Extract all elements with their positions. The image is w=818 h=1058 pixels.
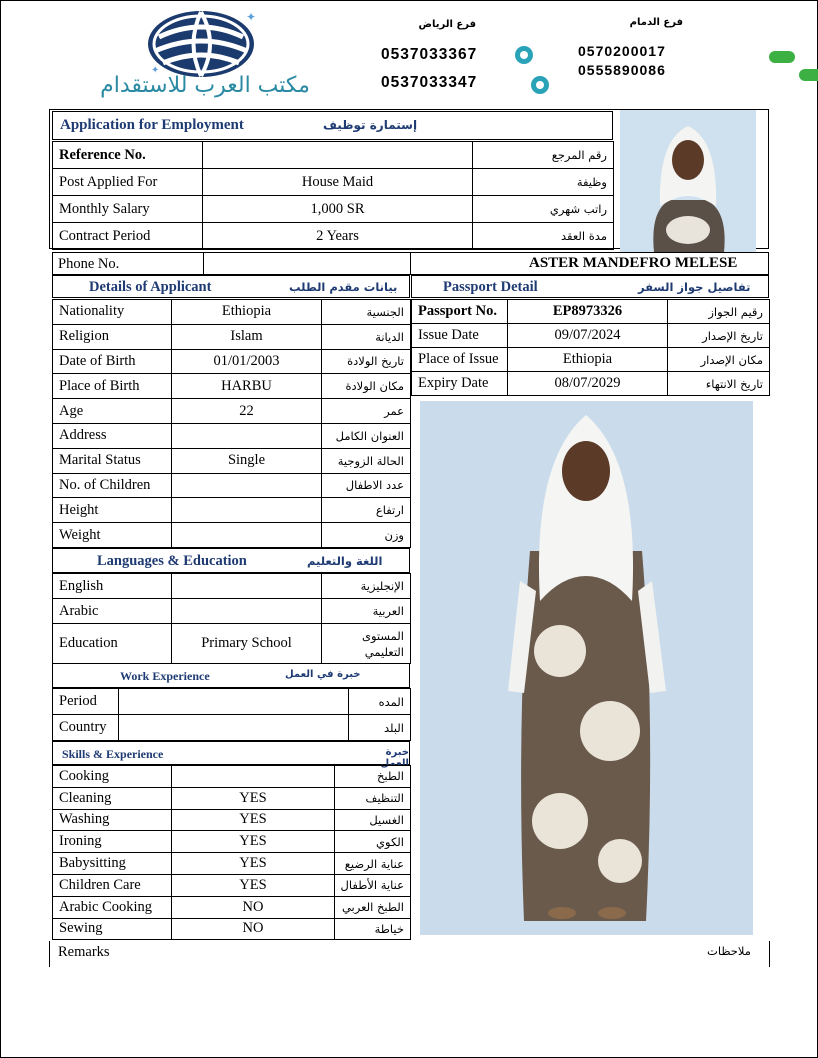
work-value — [119, 689, 349, 715]
applicant-row — [53, 374, 411, 399]
language-row — [53, 574, 411, 599]
applicant-label: Height — [53, 498, 172, 523]
passport-value: Ethiopia — [508, 348, 668, 372]
form-value: 1,000 SR — [203, 196, 473, 223]
form-label: Reference No. — [53, 142, 203, 169]
passport-label-ar: تاريخ الانتهاء — [668, 372, 770, 396]
skill-value: NO — [172, 896, 335, 918]
skill-label-ar: الطبخ — [335, 766, 411, 788]
passport-table — [411, 299, 770, 396]
applicant-label-ar: ارتفاع — [322, 498, 411, 523]
form-row — [53, 223, 614, 250]
applicant-value: HARBU — [172, 374, 322, 399]
applicant-value — [172, 523, 322, 548]
form-row — [53, 196, 614, 223]
skill-row — [53, 766, 411, 788]
whatsapp-icon — [515, 46, 533, 64]
skill-label: Sewing — [53, 918, 172, 940]
details-title-en: Details of Applicant — [89, 279, 212, 295]
work-title-ar: خبرة في العمل — [285, 669, 361, 680]
skill-label: Cooking — [53, 766, 172, 788]
passport-label: Passport No. — [412, 300, 508, 324]
skill-value: YES — [172, 831, 335, 853]
applicant-portrait — [620, 110, 756, 252]
skill-value: YES — [172, 853, 335, 875]
skill-label-ar: عناية الرضيع — [335, 853, 411, 875]
application-title-en: Application for Employment — [60, 117, 244, 133]
applicant-value — [172, 423, 322, 448]
form-label-ar: مدة العقد — [473, 223, 614, 250]
skills-title-ar: خبرة العمل — [380, 747, 409, 769]
applicant-label-ar: الجنسية — [322, 300, 411, 325]
form-value: 2 Years — [203, 223, 473, 250]
portrait-figure — [620, 110, 756, 252]
passport-row — [412, 348, 770, 372]
skill-row — [53, 853, 411, 875]
skills-title-en: Skills & Experience — [62, 747, 164, 761]
dammam-branch-label: فرع الدمام — [629, 17, 683, 28]
education-row — [53, 624, 411, 664]
applicant-row — [53, 473, 411, 498]
passport-label-ar: تاريخ الإصدار — [668, 324, 770, 348]
form-label-ar: راتب شهري — [473, 196, 614, 223]
riyadh-phone-2: 0537033347 — [381, 74, 478, 91]
applicant-label-ar: الديانة — [322, 324, 411, 349]
work-table — [52, 688, 411, 741]
passport-value: 09/07/2024 — [508, 324, 668, 348]
passport-label: Issue Date — [412, 324, 508, 348]
globe-icon — [141, 7, 261, 81]
education-label-ar-2: التعليمي — [364, 644, 404, 659]
skill-label-ar: الطبخ العربي — [335, 896, 411, 918]
details-heading — [52, 275, 410, 298]
applicant-label-ar: عدد الاطفال — [322, 473, 411, 498]
skill-label-ar: خياطة — [335, 918, 411, 940]
applicant-value: Islam — [172, 324, 322, 349]
passport-label: Place of Issue — [412, 348, 508, 372]
applicant-label-ar: تاريخ الولادة — [322, 349, 411, 374]
skill-label: Cleaning — [53, 787, 172, 809]
passport-title-ar: تفاصيل جواز السفر — [638, 280, 751, 294]
skills-heading — [52, 741, 410, 769]
applicant-label: Place of Birth — [53, 374, 172, 399]
languages-title-ar: اللغة والتعليم — [307, 554, 383, 568]
phone-icon — [769, 51, 795, 63]
skill-label-ar: الغسيل — [335, 809, 411, 831]
applicant-value — [172, 498, 322, 523]
language-label: English — [53, 574, 172, 599]
skill-label-ar: الكوي — [335, 831, 411, 853]
skill-row — [53, 896, 411, 918]
form-label: Post Applied For — [53, 169, 203, 196]
applicant-label-ar: الحالة الزوجية — [322, 448, 411, 473]
language-row — [53, 599, 411, 624]
svg-text:✦: ✦ — [151, 65, 160, 76]
passport-label: Expiry Date — [412, 372, 508, 396]
office-logo — [141, 7, 261, 81]
applicant-value: 01/01/2003 — [172, 349, 322, 374]
phone-icon — [799, 69, 818, 81]
phone-label: Phone No. — [58, 256, 120, 272]
applicant-row — [53, 448, 411, 473]
skill-row — [53, 831, 411, 853]
languages-heading — [52, 548, 410, 573]
work-row — [53, 715, 411, 741]
applicant-label: No. of Children — [53, 473, 172, 498]
applicant-label: Address — [53, 423, 172, 448]
education-value: Primary School — [172, 624, 322, 664]
skill-row — [53, 918, 411, 940]
form-row — [53, 142, 614, 169]
applicant-value: 22 — [172, 399, 322, 424]
skill-value: YES — [172, 809, 335, 831]
languages-table — [52, 573, 411, 664]
education-label-ar-1: المستوى — [361, 628, 404, 643]
passport-row — [412, 324, 770, 348]
skill-label: Arabic Cooking — [53, 896, 172, 918]
applicant-row — [53, 523, 411, 548]
passport-label-ar: مكان الإصدار — [668, 348, 770, 372]
applicant-label: Date of Birth — [53, 349, 172, 374]
skill-value: YES — [172, 787, 335, 809]
applicant-row — [53, 349, 411, 374]
work-label: Period — [53, 689, 119, 715]
applicant-row — [53, 498, 411, 523]
full-body-figure — [420, 401, 753, 935]
applicant-value: Ethiopia — [172, 300, 322, 325]
svg-text:✦: ✦ — [246, 10, 257, 24]
skill-label: Children Care — [53, 874, 172, 896]
work-title-en: Work Experience — [120, 669, 210, 683]
skill-row — [53, 787, 411, 809]
office-name: مكتب العرب للاستقدام — [100, 73, 310, 98]
dammam-phone-1: 0570200017 — [578, 43, 666, 59]
applicant-label: Religion — [53, 324, 172, 349]
applicant-label-ar: العنوان الكامل — [322, 423, 411, 448]
form-label-ar: رقم المرجع — [473, 142, 614, 169]
dammam-phone-2: 0555890086 — [578, 62, 666, 78]
applicant-label: Marital Status — [53, 448, 172, 473]
applicant-row — [53, 300, 411, 325]
applicant-table — [52, 299, 411, 548]
phone-row — [52, 252, 769, 275]
remarks-label: Remarks — [58, 944, 110, 960]
work-value — [119, 715, 349, 741]
language-value — [172, 599, 322, 624]
applicant-label: Age — [53, 399, 172, 424]
skill-label-ar: التنظيف — [335, 787, 411, 809]
languages-title-en: Languages & Education — [97, 553, 247, 569]
passport-value: EP8973326 — [508, 300, 668, 324]
applicant-row — [53, 324, 411, 349]
passport-value: 08/07/2029 — [508, 372, 668, 396]
work-label-ar: المده — [349, 689, 411, 715]
language-label-ar: الإنجليزية — [322, 574, 411, 599]
passport-title-en: Passport Detail — [443, 279, 538, 295]
language-value — [172, 574, 322, 599]
work-label-ar: البلد — [349, 715, 411, 741]
applicant-name: ASTER MANDEFRO MELESE — [529, 255, 738, 271]
applicant-label-ar: وزن — [322, 523, 411, 548]
form-value: House Maid — [203, 169, 473, 196]
remarks-label-ar: ملاحظات — [707, 944, 751, 958]
education-label: Education — [53, 624, 172, 664]
skill-label: Washing — [53, 809, 172, 831]
applicant-full-photo — [420, 401, 753, 935]
language-label-ar: العربية — [322, 599, 411, 624]
skill-row — [53, 809, 411, 831]
work-row — [53, 689, 411, 715]
work-heading — [52, 663, 410, 688]
skill-label-ar: عناية الأطفال — [335, 874, 411, 896]
application-title-ar: إستمارة توظيف — [323, 118, 418, 132]
riyadh-branch-label: فرع الرياض — [418, 19, 476, 30]
applicant-label: Weight — [53, 523, 172, 548]
work-label: Country — [53, 715, 119, 741]
applicant-row — [53, 399, 411, 424]
application-table — [52, 141, 614, 250]
skill-value — [172, 766, 335, 788]
whatsapp-icon — [531, 76, 549, 94]
skill-row — [53, 874, 411, 896]
applicant-value — [172, 473, 322, 498]
details-title-ar: بيانات مقدم الطلب — [289, 280, 398, 294]
passport-row — [412, 300, 770, 324]
skill-value: YES — [172, 874, 335, 896]
form-label-ar: وظيفة — [473, 169, 614, 196]
skills-table — [52, 765, 411, 940]
form-label: Contract Period — [53, 223, 203, 250]
passport-label-ar: رقيم الجواز — [668, 300, 770, 324]
form-row — [53, 169, 614, 196]
skill-label: Ironing — [53, 831, 172, 853]
applicant-value: Single — [172, 448, 322, 473]
passport-row — [412, 372, 770, 396]
applicant-label: Nationality — [53, 300, 172, 325]
skill-label: Babysitting — [53, 853, 172, 875]
riyadh-phone-1: 0537033367 — [381, 46, 478, 63]
language-label: Arabic — [53, 599, 172, 624]
application-title-box — [52, 111, 613, 140]
applicant-row — [53, 423, 411, 448]
applicant-label-ar: مكان الولادة — [322, 374, 411, 399]
form-label: Monthly Salary — [53, 196, 203, 223]
skill-value: NO — [172, 918, 335, 940]
form-value — [203, 142, 473, 169]
passport-heading — [411, 275, 769, 298]
applicant-label-ar: عمر — [322, 399, 411, 424]
